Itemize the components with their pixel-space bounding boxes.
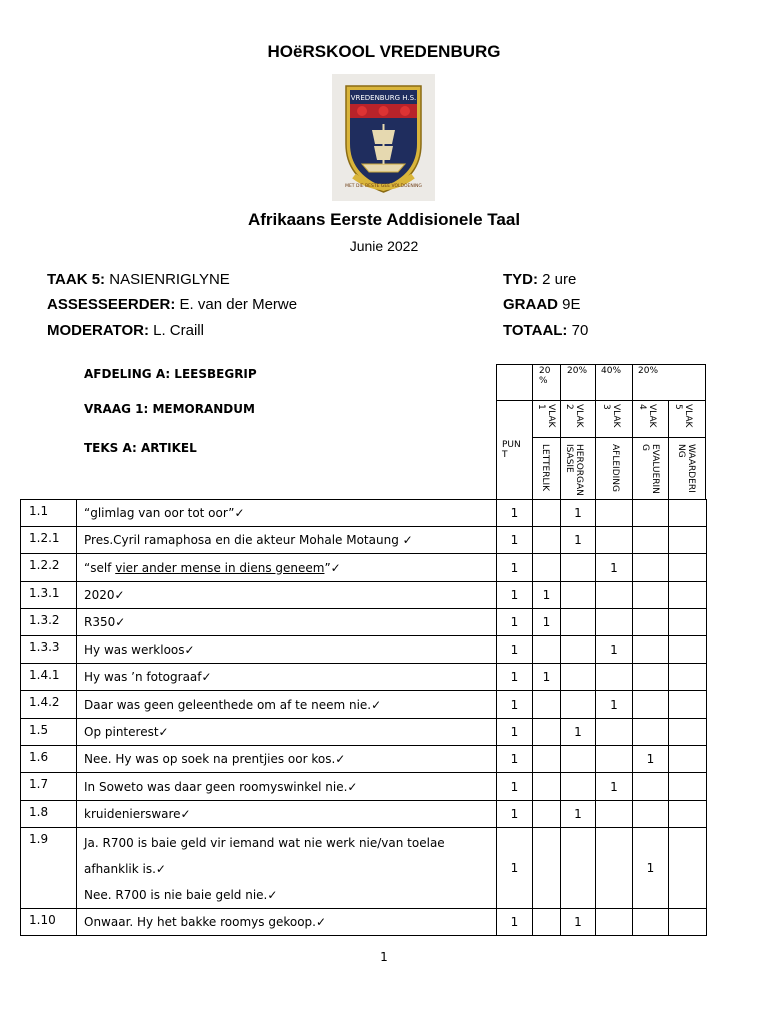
crest-motto-text: MET DIE BESTE GEE VOLDOENING xyxy=(345,184,422,189)
vlak-5-cell xyxy=(669,582,707,609)
vlak-3-cell xyxy=(596,909,633,936)
tyd-line: TYD: 2 ure xyxy=(503,271,577,288)
punt-cell: 1 xyxy=(497,691,533,719)
vlak-4-cell: 1 xyxy=(633,746,669,773)
question-number: 1.3.1 xyxy=(21,582,77,609)
table-row xyxy=(21,719,707,746)
table-row xyxy=(21,828,707,909)
vlak-2-cell xyxy=(561,691,596,719)
level-name-afleiding: AFLEIDING xyxy=(610,444,620,492)
punt-cell: 1 xyxy=(497,554,533,582)
answer-cell xyxy=(77,828,497,909)
answer-line: Ja. R700 is baie geld vir iemand wat nie werk nie/van toelae xyxy=(84,836,445,850)
memorandum-table xyxy=(20,499,707,936)
answer-text: ”✓ xyxy=(324,560,341,575)
punt-cell: 1 xyxy=(497,609,533,636)
vlak-5-label: VLAK 5 xyxy=(673,404,693,428)
answer-text: “self xyxy=(84,560,116,575)
vlak-5-cell xyxy=(669,691,707,719)
vlak-3-cell xyxy=(596,719,633,746)
punt-cell: 1 xyxy=(497,801,533,828)
punt-cell: 1 xyxy=(497,582,533,609)
vlak-1-cell xyxy=(533,527,561,554)
table-row xyxy=(21,909,707,936)
vlak-3-cell xyxy=(596,664,633,691)
question-number: 1.10 xyxy=(21,909,77,936)
vlak-4-cell xyxy=(633,527,669,554)
vlak-4-cell xyxy=(633,554,669,582)
vlak-5-cell xyxy=(669,773,707,801)
table-row xyxy=(21,773,707,801)
levels-header-grid xyxy=(496,364,706,500)
vlak-2-cell: 1 xyxy=(561,500,596,527)
vlak-3-cell: 1 xyxy=(596,773,633,801)
answer-line: Nee. R700 is nie baie geld nie.✓ xyxy=(84,888,278,902)
level-name-letterlik: LETTERLIK xyxy=(540,444,550,492)
vlak-2-label: VLAK 2 xyxy=(564,404,584,428)
vlak-1-cell: 1 xyxy=(533,582,561,609)
question-number: 1.5 xyxy=(21,719,77,746)
vlak-4-cell xyxy=(633,719,669,746)
vlak-3-cell xyxy=(596,828,633,909)
table-row xyxy=(21,801,707,828)
graad-line: GRAAD 9E xyxy=(503,296,581,313)
answer-cell: “glimlag van oor tot oor”✓ xyxy=(77,500,497,527)
answer-cell xyxy=(77,554,497,582)
table-row xyxy=(21,582,707,609)
punt-cell: 1 xyxy=(497,909,533,936)
table-row xyxy=(21,664,707,691)
vlak-5-cell xyxy=(669,609,707,636)
vlak-1-cell xyxy=(533,828,561,909)
vlak-2-cell xyxy=(561,664,596,691)
totaal-line: TOTAAL: 70 xyxy=(503,322,589,339)
vlak-5-cell xyxy=(669,636,707,664)
vraag-label: VRAAG 1: MEMORANDUM xyxy=(84,402,255,416)
vlak-4-cell xyxy=(633,582,669,609)
vlak-4-cell: 1 xyxy=(633,828,669,909)
punt-cell: 1 xyxy=(497,636,533,664)
question-number: 1.3.2 xyxy=(21,609,77,636)
vlak-2-cell xyxy=(561,746,596,773)
question-number: 1.6 xyxy=(21,746,77,773)
assesseerder-line: ASSESSEERDER: E. van der Merwe xyxy=(47,296,298,313)
punt-cell: 1 xyxy=(497,719,533,746)
vlak-5-cell xyxy=(669,527,707,554)
question-number: 1.4.1 xyxy=(21,664,77,691)
vlak-2-cell: 1 xyxy=(561,719,596,746)
question-number: 1.2.2 xyxy=(21,554,77,582)
exam-date: Junie 2022 xyxy=(349,238,419,254)
vlak-4-cell xyxy=(633,664,669,691)
vlak-2-cell xyxy=(561,582,596,609)
vlak-4-cell xyxy=(633,909,669,936)
teks-label: TEKS A: ARTIKEL xyxy=(84,441,197,455)
vlak-1-cell xyxy=(533,500,561,527)
vlak-2-cell xyxy=(561,773,596,801)
vlak-1-label: VLAK 1 xyxy=(536,404,556,428)
vlak-1-cell xyxy=(533,801,561,828)
subject-title: Afrikaans Eerste Addisionele Taal xyxy=(247,210,521,229)
table-row xyxy=(21,691,707,719)
vlak-4-cell xyxy=(633,500,669,527)
vlak-1-cell xyxy=(533,773,561,801)
vlak-5-cell xyxy=(669,801,707,828)
table-row xyxy=(21,554,707,582)
vlak-5-cell xyxy=(669,664,707,691)
vlak-5-cell xyxy=(669,500,707,527)
vlak-1-cell xyxy=(533,554,561,582)
answer-cell: Onwaar. Hy het bakke roomys gekoop.✓ xyxy=(77,909,497,936)
vlak-2-cell xyxy=(561,609,596,636)
vlak-4-cell xyxy=(633,609,669,636)
vlak-5-cell xyxy=(669,719,707,746)
taak-line: TAAK 5: NASIENRIGLYNE xyxy=(47,271,230,288)
vlak-4-cell xyxy=(633,636,669,664)
pct-vlak4: 20% xyxy=(638,366,659,376)
punt-cell: 1 xyxy=(497,500,533,527)
table-row xyxy=(21,746,707,773)
vlak-5-cell xyxy=(669,828,707,909)
vlak-2-cell xyxy=(561,636,596,664)
punt-cell: 1 xyxy=(497,773,533,801)
vlak-3-cell xyxy=(596,582,633,609)
punt-label: PUN T xyxy=(502,440,521,460)
punt-cell: 1 xyxy=(497,828,533,909)
vlak-4-cell xyxy=(633,691,669,719)
vlak-2-cell: 1 xyxy=(561,801,596,828)
punt-cell: 1 xyxy=(497,527,533,554)
answer-cell: In Soweto was daar geen roomyswinkel nie.✓ xyxy=(77,773,497,801)
page-number: 1 xyxy=(380,950,388,964)
vlak-3-cell xyxy=(596,609,633,636)
vlak-4-cell xyxy=(633,773,669,801)
level-name-waardering: WAARDERI NG xyxy=(676,444,696,493)
crest-banner-text: VREDENBURG H.S. xyxy=(350,94,417,102)
answer-cell: 2020✓ xyxy=(77,582,497,609)
answer-cell: Hy was ’n fotograaf✓ xyxy=(77,664,497,691)
afdeling-label: AFDELING A: LEESBEGRIP xyxy=(84,367,257,381)
question-number: 1.9 xyxy=(21,828,77,909)
answer-cell: Pres.Cyril ramaphosa en die akteur Mohale Motaung ✓ xyxy=(77,527,497,554)
pct-vlak2: 20% xyxy=(567,366,588,376)
vlak-4-label: VLAK 4 xyxy=(637,404,657,428)
vlak-2-cell xyxy=(561,828,596,909)
vlak-5-cell xyxy=(669,554,707,582)
vlak-1-cell xyxy=(533,719,561,746)
vlak-2-cell: 1 xyxy=(561,527,596,554)
vlak-1-cell: 1 xyxy=(533,664,561,691)
punt-cell: 1 xyxy=(497,664,533,691)
table-row xyxy=(21,527,707,554)
vlak-3-cell: 1 xyxy=(596,636,633,664)
vlak-3-cell xyxy=(596,746,633,773)
vlak-2-cell: 1 xyxy=(561,909,596,936)
answer-cell: R350✓ xyxy=(77,609,497,636)
table-row xyxy=(21,636,707,664)
level-name-evaluering: EVALUERIN G xyxy=(640,444,660,494)
pct-vlak1: 20 % xyxy=(539,366,551,386)
school-crest-logo xyxy=(332,74,435,201)
vlak-2-cell xyxy=(561,554,596,582)
vlak-5-cell xyxy=(669,746,707,773)
vlak-5-cell xyxy=(669,909,707,936)
vlak-3-cell xyxy=(596,801,633,828)
question-number: 1.4.2 xyxy=(21,691,77,719)
vlak-3-label: VLAK 3 xyxy=(601,404,621,428)
vlak-3-cell xyxy=(596,500,633,527)
pct-vlak3: 40% xyxy=(601,366,622,376)
question-number: 1.8 xyxy=(21,801,77,828)
question-number: 1.2.1 xyxy=(21,527,77,554)
question-number: 1.3.3 xyxy=(21,636,77,664)
punt-cell: 1 xyxy=(497,746,533,773)
table-row xyxy=(21,500,707,527)
vlak-1-cell: 1 xyxy=(533,609,561,636)
vlak-3-cell: 1 xyxy=(596,691,633,719)
question-number: 1.1 xyxy=(21,500,77,527)
school-name: HOëRSKOOL VREDENBURG xyxy=(267,42,501,61)
answer-cell: kruideniersware✓ xyxy=(77,801,497,828)
answer-cell: Nee. Hy was op soek na prentjies oor kos.✓ xyxy=(77,746,497,773)
answer-cell: Op pinterest✓ xyxy=(77,719,497,746)
vlak-4-cell xyxy=(633,801,669,828)
vlak-1-cell xyxy=(533,909,561,936)
vlak-3-cell: 1 xyxy=(596,554,633,582)
level-name-herorganisasie: HERORGAN ISASIE xyxy=(564,444,584,496)
vlak-1-cell xyxy=(533,746,561,773)
vlak-1-cell xyxy=(533,691,561,719)
vlak-1-cell xyxy=(533,636,561,664)
answer-cell: Daar was geen geleenthede om af te neem nie.✓ xyxy=(77,691,497,719)
answer-line: afhanklik is.✓ xyxy=(84,862,166,876)
table-row xyxy=(21,609,707,636)
vlak-3-cell xyxy=(596,527,633,554)
answer-underlined-text: vier ander mense in diens geneem xyxy=(115,560,325,575)
question-number: 1.7 xyxy=(21,773,77,801)
answer-cell: Hy was werkloos✓ xyxy=(77,636,497,664)
moderator-line: MODERATOR: L. Craill xyxy=(47,322,204,339)
